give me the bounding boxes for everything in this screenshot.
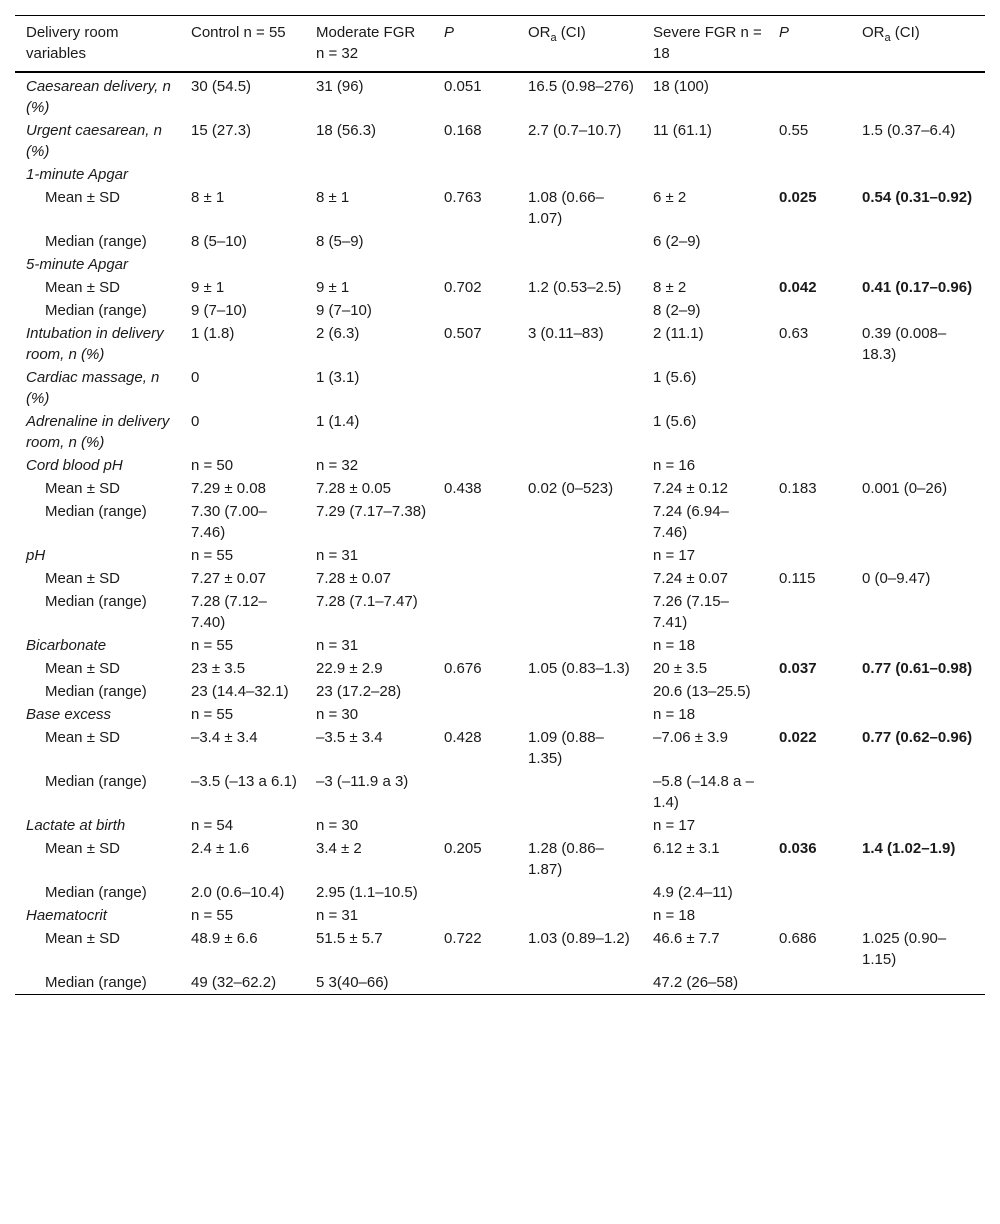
- p-moderate: [433, 703, 517, 726]
- table-row: [15, 657, 985, 680]
- severe-value: 8 (2–9): [653, 302, 701, 319]
- control-value: 2.0 (0.6–10.4): [191, 884, 285, 901]
- moderate-value: n = 31: [316, 907, 359, 924]
- header-moderate: Moderate FGR n = 32: [316, 24, 416, 62]
- or-moderate: [517, 814, 642, 837]
- or-moderate: [517, 881, 642, 904]
- p-moderate: [433, 454, 517, 477]
- severe-value: n = 18: [653, 907, 696, 924]
- p-severe: [768, 881, 851, 904]
- p-moderate: [433, 500, 517, 544]
- severe-value: 7.24 ± 0.12: [653, 480, 728, 497]
- p-moderate: 0.763: [444, 189, 482, 206]
- severe-value: 7.24 (6.94–7.46): [653, 503, 729, 541]
- moderate-value: 22.9 ± 2.9: [316, 660, 383, 677]
- p-severe: 0.042: [779, 279, 817, 296]
- moderate-value: 8 (5–9): [316, 233, 364, 250]
- row-label: Mean ± SD: [45, 189, 120, 206]
- header-severe: Severe FGR n = 18: [653, 24, 762, 62]
- p-severe: [768, 770, 851, 814]
- or-moderate: 16.5 (0.98–276): [528, 78, 634, 95]
- moderate-value: 3.4 ± 2: [316, 840, 362, 857]
- moderate-value: [305, 253, 433, 276]
- or-moderate: [517, 500, 642, 544]
- p-moderate: [433, 814, 517, 837]
- or-moderate: [517, 163, 642, 186]
- or-moderate: 1.09 (0.88–1.35): [528, 729, 604, 767]
- row-label: Bicarbonate: [26, 637, 107, 654]
- p-moderate: [433, 544, 517, 567]
- control-value: –3.5 (–13 a 6.1): [191, 773, 297, 790]
- control-value: 9 ± 1: [191, 279, 225, 296]
- p-severe: [768, 703, 851, 726]
- moderate-value: 7.29 (7.17–7.38): [316, 503, 427, 520]
- table-row: [15, 72, 985, 119]
- row-label: Median (range): [45, 503, 147, 520]
- p-severe: 0.115: [779, 570, 816, 587]
- severe-value: 46.6 ± 7.7: [653, 930, 720, 947]
- row-label: 5-minute Apgar: [26, 256, 128, 273]
- p-severe: 0.183: [779, 480, 817, 497]
- row-label: Median (range): [45, 884, 147, 901]
- header-control: Control n = 55: [191, 24, 286, 41]
- row-label: Median (range): [45, 773, 147, 790]
- control-value: 1 (1.8): [191, 325, 235, 342]
- table-row: [15, 634, 985, 657]
- control-value: 2.4 ± 1.6: [191, 840, 250, 857]
- moderate-value: n = 31: [316, 547, 359, 564]
- table-row: [15, 322, 985, 366]
- p-moderate: [433, 590, 517, 634]
- table-row: [15, 544, 985, 567]
- or-severe: [851, 500, 985, 544]
- moderate-value: 1 (1.4): [316, 413, 360, 430]
- p-moderate: [433, 366, 517, 410]
- severe-value: 8 ± 2: [653, 279, 687, 296]
- p-moderate: 0.722: [444, 930, 482, 947]
- p-severe: [768, 366, 851, 410]
- control-value: 9 (7–10): [191, 302, 247, 319]
- row-label: Mean ± SD: [45, 660, 120, 677]
- or-moderate: 2.7 (0.7–10.7): [528, 122, 622, 139]
- severe-value: 7.26 (7.15–7.41): [653, 593, 729, 631]
- severe-value: n = 17: [653, 817, 696, 834]
- moderate-value: n = 31: [316, 637, 359, 654]
- p-severe: 0.022: [779, 729, 817, 746]
- row-label: Adrenaline in delivery room, n (%): [26, 413, 170, 451]
- moderate-value: –3.5 ± 3.4: [316, 729, 383, 746]
- p-severe: 0.686: [779, 930, 817, 947]
- row-label: Mean ± SD: [45, 930, 120, 947]
- or-severe: 0 (0–9.47): [862, 570, 931, 587]
- table-row: [15, 119, 985, 163]
- p-severe: [768, 500, 851, 544]
- severe-value: –5.8 (–14.8 a –1.4): [653, 773, 754, 811]
- table-row: [15, 881, 985, 904]
- control-value: n = 55: [191, 907, 234, 924]
- table-row: [15, 904, 985, 927]
- row-label: Mean ± SD: [45, 480, 120, 497]
- table-row: [15, 500, 985, 544]
- table-row: [15, 567, 985, 590]
- control-value: 23 (14.4–32.1): [191, 683, 289, 700]
- control-value: [180, 253, 305, 276]
- moderate-value: 8 ± 1: [316, 189, 350, 206]
- or-severe: [851, 703, 985, 726]
- p-moderate: 0.428: [444, 729, 482, 746]
- moderate-value: 5 3(40–66): [316, 974, 389, 991]
- or-severe: [851, 410, 985, 454]
- header-p-moderate: P: [444, 24, 455, 41]
- or-moderate: 0.02 (0–523): [528, 480, 614, 497]
- or-moderate: [517, 904, 642, 927]
- moderate-value: 31 (96): [316, 78, 364, 95]
- severe-value: 20.6 (13–25.5): [653, 683, 751, 700]
- control-value: n = 50: [191, 457, 234, 474]
- severe-value: n = 16: [653, 457, 696, 474]
- control-value: n = 54: [191, 817, 234, 834]
- severe-value: 18 (100): [653, 78, 709, 95]
- p-moderate: 0.676: [444, 660, 482, 677]
- p-severe: 0.036: [779, 840, 817, 857]
- row-label: 1-minute Apgar: [26, 166, 128, 183]
- or-severe: 0.39 (0.008–18.3): [862, 325, 947, 363]
- or-severe: [851, 544, 985, 567]
- p-moderate: [433, 904, 517, 927]
- row-label: Median (range): [45, 302, 147, 319]
- table-row: [15, 186, 985, 230]
- p-severe: 0.55: [779, 122, 809, 139]
- p-moderate: [433, 253, 517, 276]
- control-value: 8 ± 1: [191, 189, 225, 206]
- row-label: Lactate at birth: [26, 817, 126, 834]
- control-value: [180, 163, 305, 186]
- moderate-value: 2 (6.3): [316, 325, 360, 342]
- p-severe: [768, 230, 851, 253]
- or-severe: [851, 230, 985, 253]
- or-severe: [851, 904, 985, 927]
- row-label: Cord blood pH: [26, 457, 123, 474]
- control-value: n = 55: [191, 706, 234, 723]
- table-row: [15, 276, 985, 299]
- moderate-value: 9 ± 1: [316, 279, 350, 296]
- p-severe: [768, 814, 851, 837]
- or-severe: [851, 72, 985, 119]
- severe-value: [642, 253, 768, 276]
- row-label: Haematocrit: [26, 907, 107, 924]
- p-severe: [768, 253, 851, 276]
- or-moderate: [517, 253, 642, 276]
- or-severe: 0.54 (0.31–0.92): [862, 189, 973, 206]
- severe-value: n = 18: [653, 706, 696, 723]
- control-value: 0: [191, 413, 200, 430]
- or-severe: [851, 163, 985, 186]
- or-moderate: 1.28 (0.86–1.87): [528, 840, 604, 878]
- row-label: Cardiac massage, n (%): [26, 369, 160, 407]
- p-moderate: 0.702: [444, 279, 482, 296]
- or-severe: [851, 299, 985, 322]
- severe-value: 7.24 ± 0.07: [653, 570, 728, 587]
- header-or-moderate: $OR_a$ (CI): [528, 24, 586, 44]
- row-label: Urgent caesarean, n (%): [26, 122, 162, 160]
- or-moderate: [517, 680, 642, 703]
- p-moderate: 0.205: [444, 840, 482, 857]
- table-row: [15, 410, 985, 454]
- or-moderate: [517, 567, 642, 590]
- table-row: [15, 726, 985, 770]
- control-value: 15 (27.3): [191, 122, 252, 139]
- table-row: [15, 770, 985, 814]
- p-moderate: [433, 567, 517, 590]
- table-body: [15, 72, 985, 995]
- severe-value: 11 (61.1): [653, 122, 712, 139]
- or-severe: 0.41 (0.17–0.96): [862, 279, 973, 296]
- severe-value: 1 (5.6): [653, 413, 697, 430]
- moderate-value: –3 (–11.9 a 3): [316, 773, 409, 790]
- p-moderate: 0.168: [444, 122, 482, 139]
- moderate-value: 7.28 (7.1–7.47): [316, 593, 418, 610]
- row-label: Base excess: [26, 706, 112, 723]
- moderate-value: 9 (7–10): [316, 302, 372, 319]
- severe-value: 6.12 ± 3.1: [653, 840, 720, 857]
- moderate-value: [305, 163, 433, 186]
- severe-value: 6 (2–9): [653, 233, 701, 250]
- moderate-value: n = 30: [316, 817, 359, 834]
- table-row: [15, 927, 985, 971]
- or-severe: [851, 770, 985, 814]
- control-value: n = 55: [191, 637, 234, 654]
- p-severe: [768, 410, 851, 454]
- moderate-value: 1 (3.1): [316, 369, 360, 386]
- row-label: Median (range): [45, 593, 147, 610]
- p-moderate: 0.507: [444, 325, 482, 342]
- or-moderate: [517, 590, 642, 634]
- or-severe: [851, 590, 985, 634]
- or-moderate: [517, 410, 642, 454]
- moderate-value: 7.28 ± 0.07: [316, 570, 391, 587]
- moderate-value: n = 32: [316, 457, 359, 474]
- row-label: Mean ± SD: [45, 729, 120, 746]
- or-severe: [851, 253, 985, 276]
- moderate-value: 2.95 (1.1–10.5): [316, 884, 418, 901]
- table-row: [15, 230, 985, 253]
- severe-value: [642, 163, 768, 186]
- control-value: 48.9 ± 6.6: [191, 930, 258, 947]
- or-moderate: [517, 634, 642, 657]
- severe-value: 20 ± 3.5: [653, 660, 708, 677]
- or-moderate: 1.05 (0.83–1.3): [528, 660, 630, 677]
- table-row: [15, 814, 985, 837]
- p-moderate: 0.438: [444, 480, 482, 497]
- header-or-severe: $OR_a$ (CI): [862, 24, 920, 44]
- or-severe: 0.77 (0.62–0.96): [862, 729, 973, 746]
- p-severe: 0.63: [779, 325, 809, 342]
- control-value: 7.30 (7.00–7.46): [191, 503, 267, 541]
- or-severe: [851, 814, 985, 837]
- control-value: 23 ± 3.5: [191, 660, 246, 677]
- or-severe: [851, 634, 985, 657]
- or-severe: 1.4 (1.02–1.9): [862, 840, 956, 857]
- moderate-value: 51.5 ± 5.7: [316, 930, 383, 947]
- or-moderate: 1.03 (0.89–1.2): [528, 930, 630, 947]
- severe-value: 2 (11.1): [653, 325, 704, 342]
- row-label: Median (range): [45, 683, 147, 700]
- p-severe: [768, 163, 851, 186]
- p-moderate: [433, 410, 517, 454]
- p-severe: [768, 680, 851, 703]
- table-row: [15, 680, 985, 703]
- p-severe: [768, 72, 851, 119]
- or-moderate: [517, 299, 642, 322]
- or-moderate: [517, 454, 642, 477]
- p-moderate: [433, 163, 517, 186]
- p-severe: [768, 590, 851, 634]
- header-p-severe: P: [779, 24, 790, 41]
- table-row: [15, 971, 985, 995]
- control-value: 7.29 ± 0.08: [191, 480, 266, 497]
- row-label: Median (range): [45, 233, 147, 250]
- severe-value: 4.9 (2.4–11): [653, 884, 733, 901]
- or-moderate: [517, 971, 642, 995]
- row-label: Mean ± SD: [45, 279, 120, 296]
- table-row: [15, 366, 985, 410]
- row-label: Mean ± SD: [45, 840, 120, 857]
- header-row: [15, 16, 985, 73]
- p-moderate: [433, 881, 517, 904]
- row-label: Median (range): [45, 974, 147, 991]
- p-moderate: [433, 971, 517, 995]
- table-row: [15, 837, 985, 881]
- control-value: 49 (32–62.2): [191, 974, 277, 991]
- or-moderate: [517, 770, 642, 814]
- p-severe: 0.037: [779, 660, 817, 677]
- p-severe: [768, 544, 851, 567]
- or-moderate: [517, 366, 642, 410]
- severe-value: –7.06 ± 3.9: [653, 729, 728, 746]
- table-row: [15, 703, 985, 726]
- p-severe: [768, 454, 851, 477]
- or-severe: [851, 454, 985, 477]
- table-row: [15, 590, 985, 634]
- severe-value: 6 ± 2: [653, 189, 687, 206]
- or-moderate: [517, 230, 642, 253]
- p-moderate: [433, 634, 517, 657]
- row-label: Intubation in delivery room, n (%): [26, 325, 164, 363]
- control-value: 8 (5–10): [191, 233, 247, 250]
- table-row: [15, 477, 985, 500]
- control-value: –3.4 ± 3.4: [191, 729, 258, 746]
- or-severe: 1.025 (0.90–1.15): [862, 930, 947, 968]
- p-moderate: [433, 230, 517, 253]
- moderate-value: 23 (17.2–28): [316, 683, 402, 700]
- severe-value: n = 18: [653, 637, 696, 654]
- or-moderate: 3 (0.11–83): [528, 325, 604, 342]
- delivery-room-table: [15, 15, 985, 995]
- moderate-value: 18 (56.3): [316, 122, 377, 139]
- or-severe: [851, 881, 985, 904]
- or-severe: 1.5 (0.37–6.4): [862, 122, 956, 139]
- p-severe: [768, 904, 851, 927]
- control-value: 0: [191, 369, 200, 386]
- p-moderate: 0.051: [444, 78, 482, 95]
- table-row: [15, 454, 985, 477]
- control-value: n = 55: [191, 547, 234, 564]
- p-moderate: [433, 299, 517, 322]
- table-row: [15, 253, 985, 276]
- p-moderate: [433, 680, 517, 703]
- severe-value: 1 (5.6): [653, 369, 697, 386]
- or-moderate: [517, 703, 642, 726]
- p-moderate: [433, 770, 517, 814]
- or-severe: 0.77 (0.61–0.98): [862, 660, 973, 677]
- table-row: [15, 299, 985, 322]
- or-severe: [851, 366, 985, 410]
- or-moderate: [517, 544, 642, 567]
- or-severe: [851, 680, 985, 703]
- p-severe: 0.025: [779, 189, 817, 206]
- table-row: [15, 163, 985, 186]
- severe-value: 47.2 (26–58): [653, 974, 739, 991]
- p-severe: [768, 971, 851, 995]
- moderate-value: n = 30: [316, 706, 359, 723]
- control-value: 30 (54.5): [191, 78, 252, 95]
- control-value: 7.27 ± 0.07: [191, 570, 266, 587]
- severe-value: n = 17: [653, 547, 696, 564]
- or-moderate: 1.2 (0.53–2.5): [528, 279, 622, 296]
- row-label: Caesarean delivery, n (%): [26, 78, 171, 116]
- row-label: Mean ± SD: [45, 570, 120, 587]
- control-value: 7.28 (7.12–7.40): [191, 593, 267, 631]
- p-severe: [768, 634, 851, 657]
- header-variables: Delivery room variables: [26, 24, 119, 62]
- row-label: pH: [26, 547, 46, 564]
- or-moderate: 1.08 (0.66–1.07): [528, 189, 604, 227]
- or-severe: [851, 971, 985, 995]
- moderate-value: 7.28 ± 0.05: [316, 480, 391, 497]
- or-severe: 0.001 (0–26): [862, 480, 948, 497]
- p-severe: [768, 299, 851, 322]
